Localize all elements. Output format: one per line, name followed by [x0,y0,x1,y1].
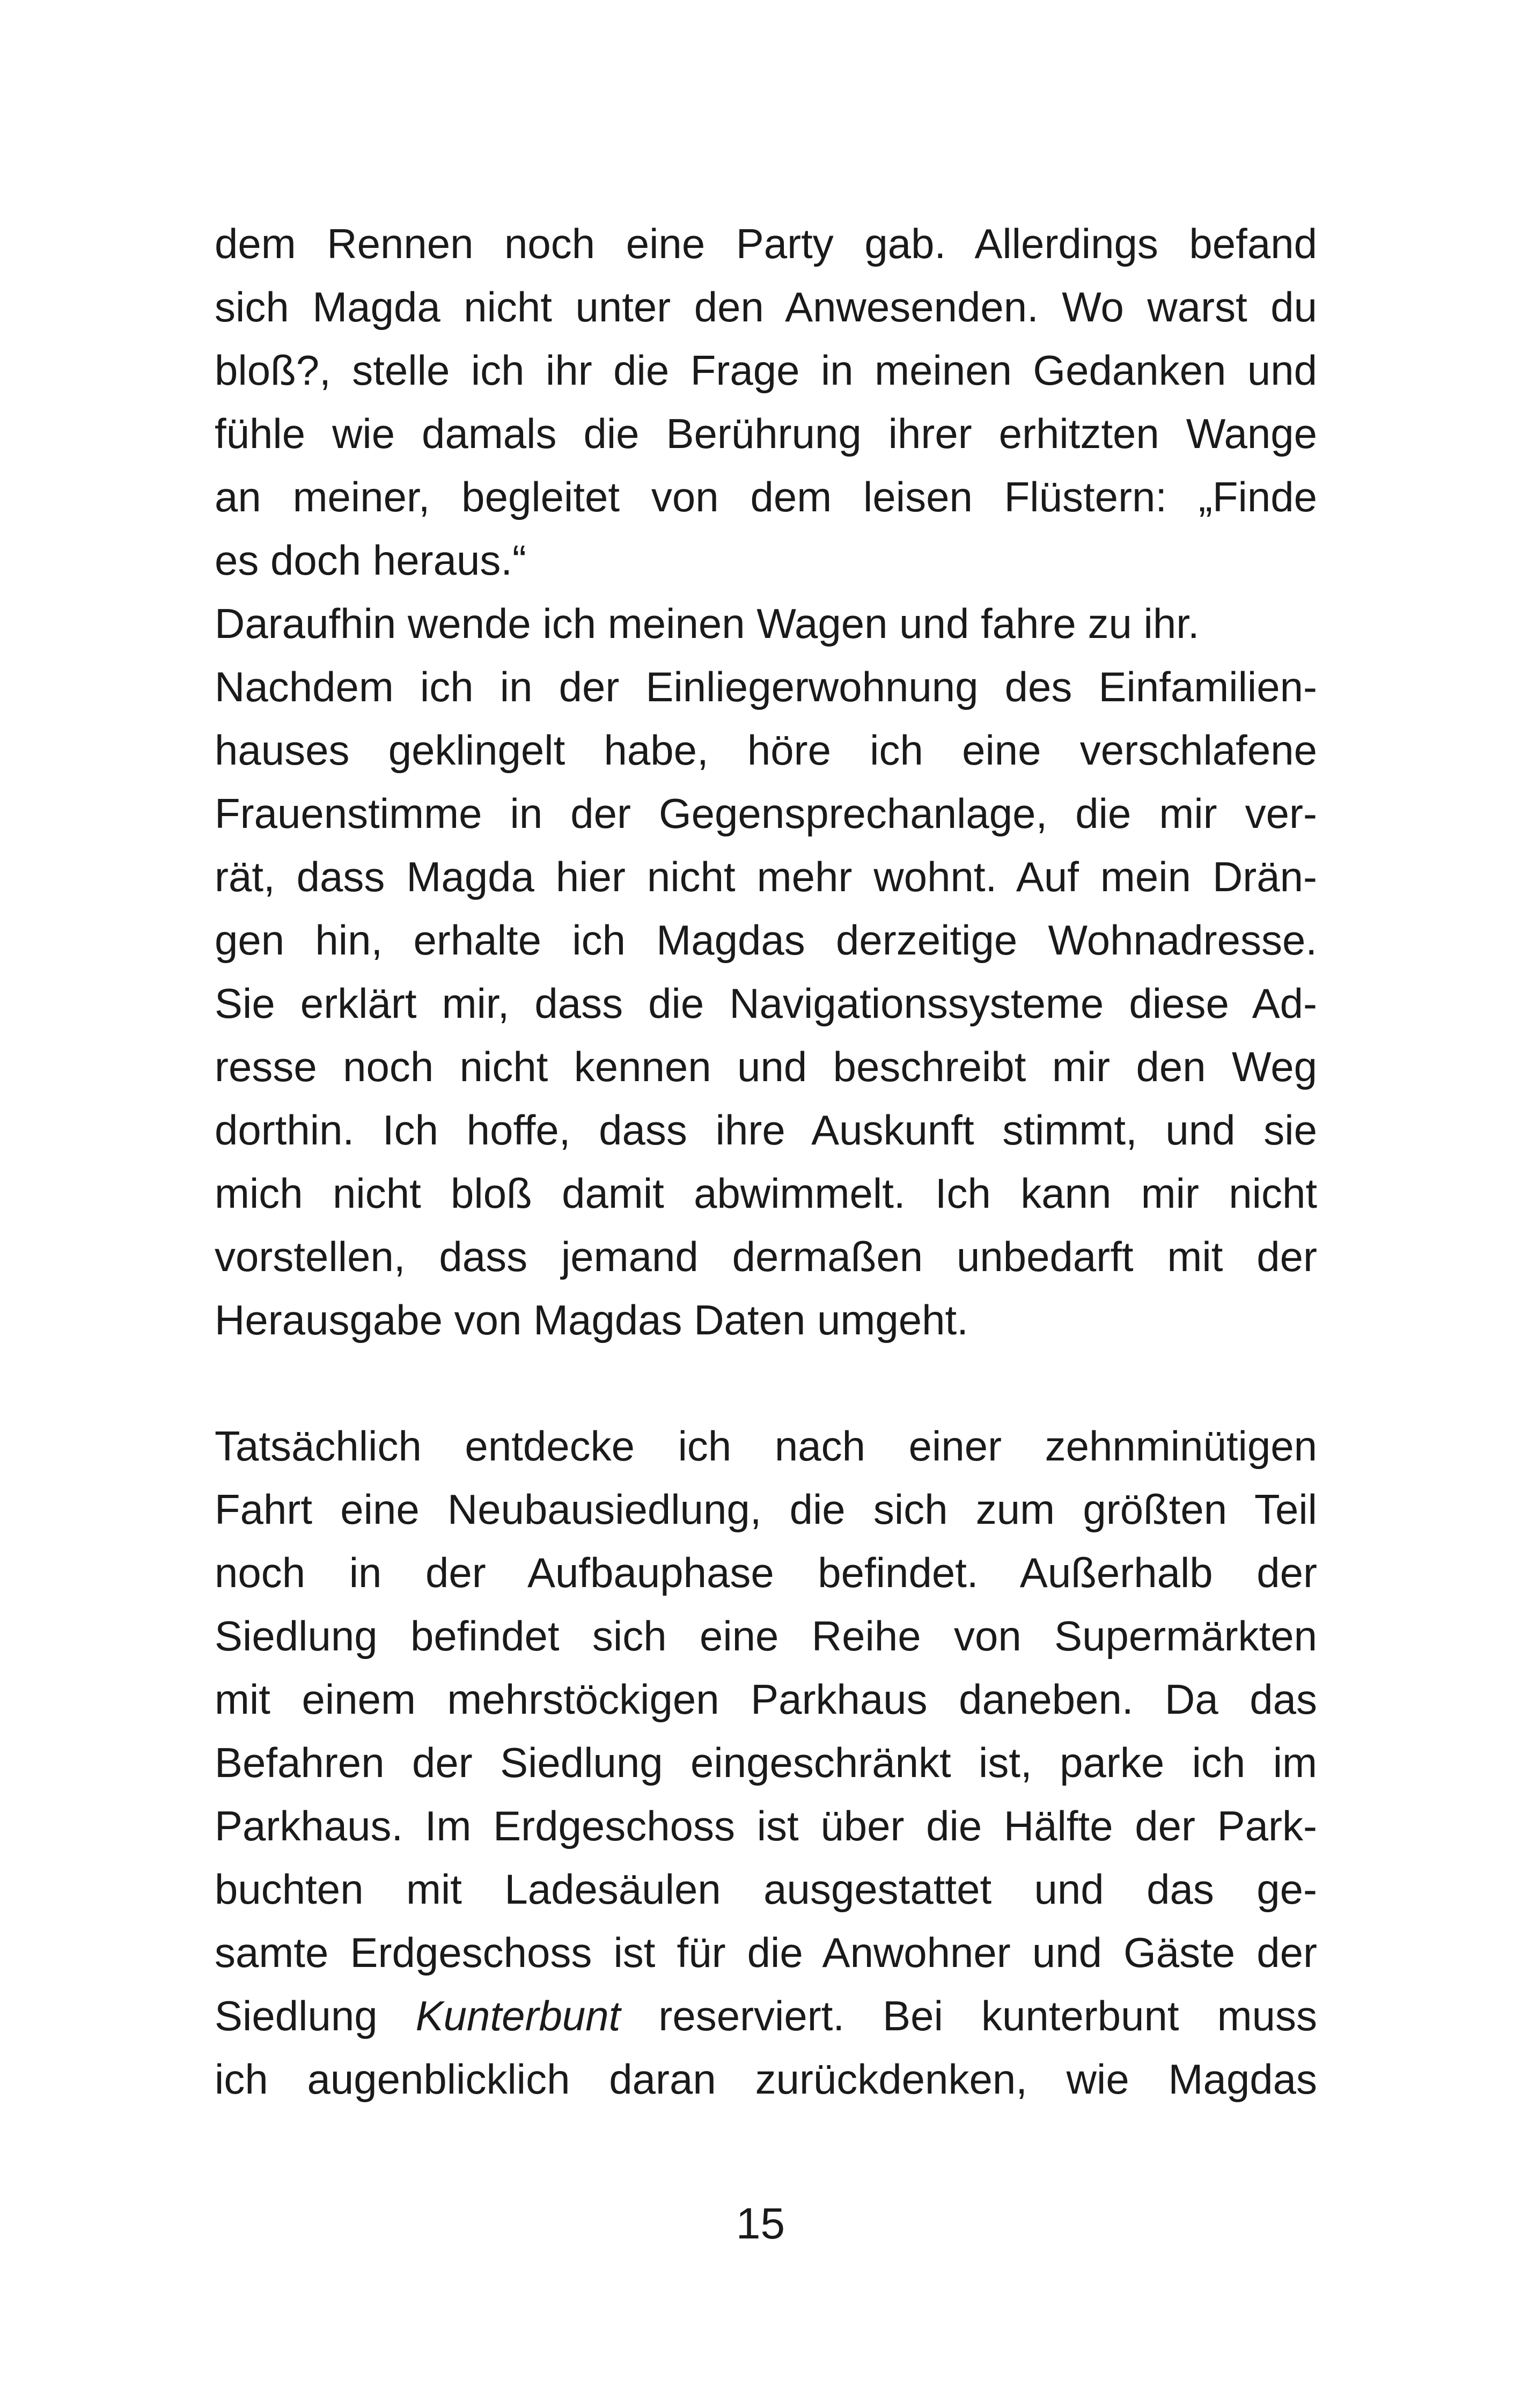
italic-settlement-name: Kunterbunt [415,1992,621,2039]
text-line: dorthin. Ich hoffe, dass ihre Auskunft stimmt, und sie [215,1106,1317,1154]
text-line: sich Magda nicht unter den Anwesenden. Wo warst du [215,283,1317,331]
text-line: Daraufhin wende ich meinen Wagen und fahre zu ihr. [215,600,1200,647]
text-line: Siedlung befindet sich eine Reihe von Supermärkten [215,1612,1317,1660]
text-line: mit einem mehrstöckigen Parkhaus daneben. Da das [215,1676,1317,1723]
text-line: es doch heraus.“ [215,537,527,584]
text-line: Befahren der Siedlung eingeschränkt ist, parke ich im [215,1739,1317,1786]
text-line: Sie erklärt mir, dass die Navigationssysteme diese Ad- [215,980,1317,1027]
text-line: Parkhaus. Im Erdgeschoss ist über die Hälfte der Park- [215,1802,1317,1849]
text-line: an meiner, begleitet von dem leisen Flüstern: „Finde [215,473,1317,520]
text-line: Fahrt eine Neubausiedlung, die sich zum größten Teil [215,1486,1317,1533]
text-line: fühle wie damals die Berührung ihrer erhitzten Wange [215,410,1317,457]
text-line: vorstellen, dass jemand dermaßen unbedarft mit der [215,1233,1317,1280]
text-line: gen hin, erhalte ich Magdas derzeitige Wohnadresse. [215,916,1317,964]
text-line: rät, dass Magda hier nicht mehr wohnt. Auf mein Drän- [215,853,1317,900]
text-line: samte Erdgeschoss ist für die Anwohner und Gäste der [215,1929,1317,1976]
text-line: bloß?, stelle ich ihr die Frage in meinen Gedanken und [215,347,1317,394]
text-segment: reserviert. Bei kunterbunt muss [620,1992,1317,2039]
text-line: Herausgabe von Magdas Daten umgeht. [215,1296,968,1344]
text-line-with-italic [215,1984,1317,2047]
text-line: Nachdem ich in der Einliegerwohnung des Einfamilien- [215,663,1317,710]
text-line: Tatsächlich entdecke ich nach einer zehnminütigen [215,1422,1317,1470]
text-line: buchten mit Ladesäulen ausgestattet und das ge- [215,1866,1317,1913]
page-number: 15 [736,2199,785,2248]
text-line: ich augenblicklich daran zurückdenken, wie Magdas [215,2055,1317,2103]
text-line: resse noch nicht kennen und beschreibt mir den Weg [215,1043,1317,1090]
text-line: hauses geklingelt habe, höre ich eine verschlafene [215,726,1317,774]
text-line: dem Rennen noch eine Party gab. Allerdings befand [215,220,1317,267]
text-line: Frauenstimme in der Gegensprechanlage, die mir ver- [215,790,1317,837]
paragraph-2 [215,1414,1317,2111]
paragraph-1 [215,212,1317,1352]
text-segment: Siedlung [215,1992,416,2039]
text-line: noch in der Aufbauphase befindet. Außerhalb der [215,1549,1317,1596]
text-line: mich nicht bloß damit abwimmelt. Ich kann mir nicht [215,1170,1317,1217]
